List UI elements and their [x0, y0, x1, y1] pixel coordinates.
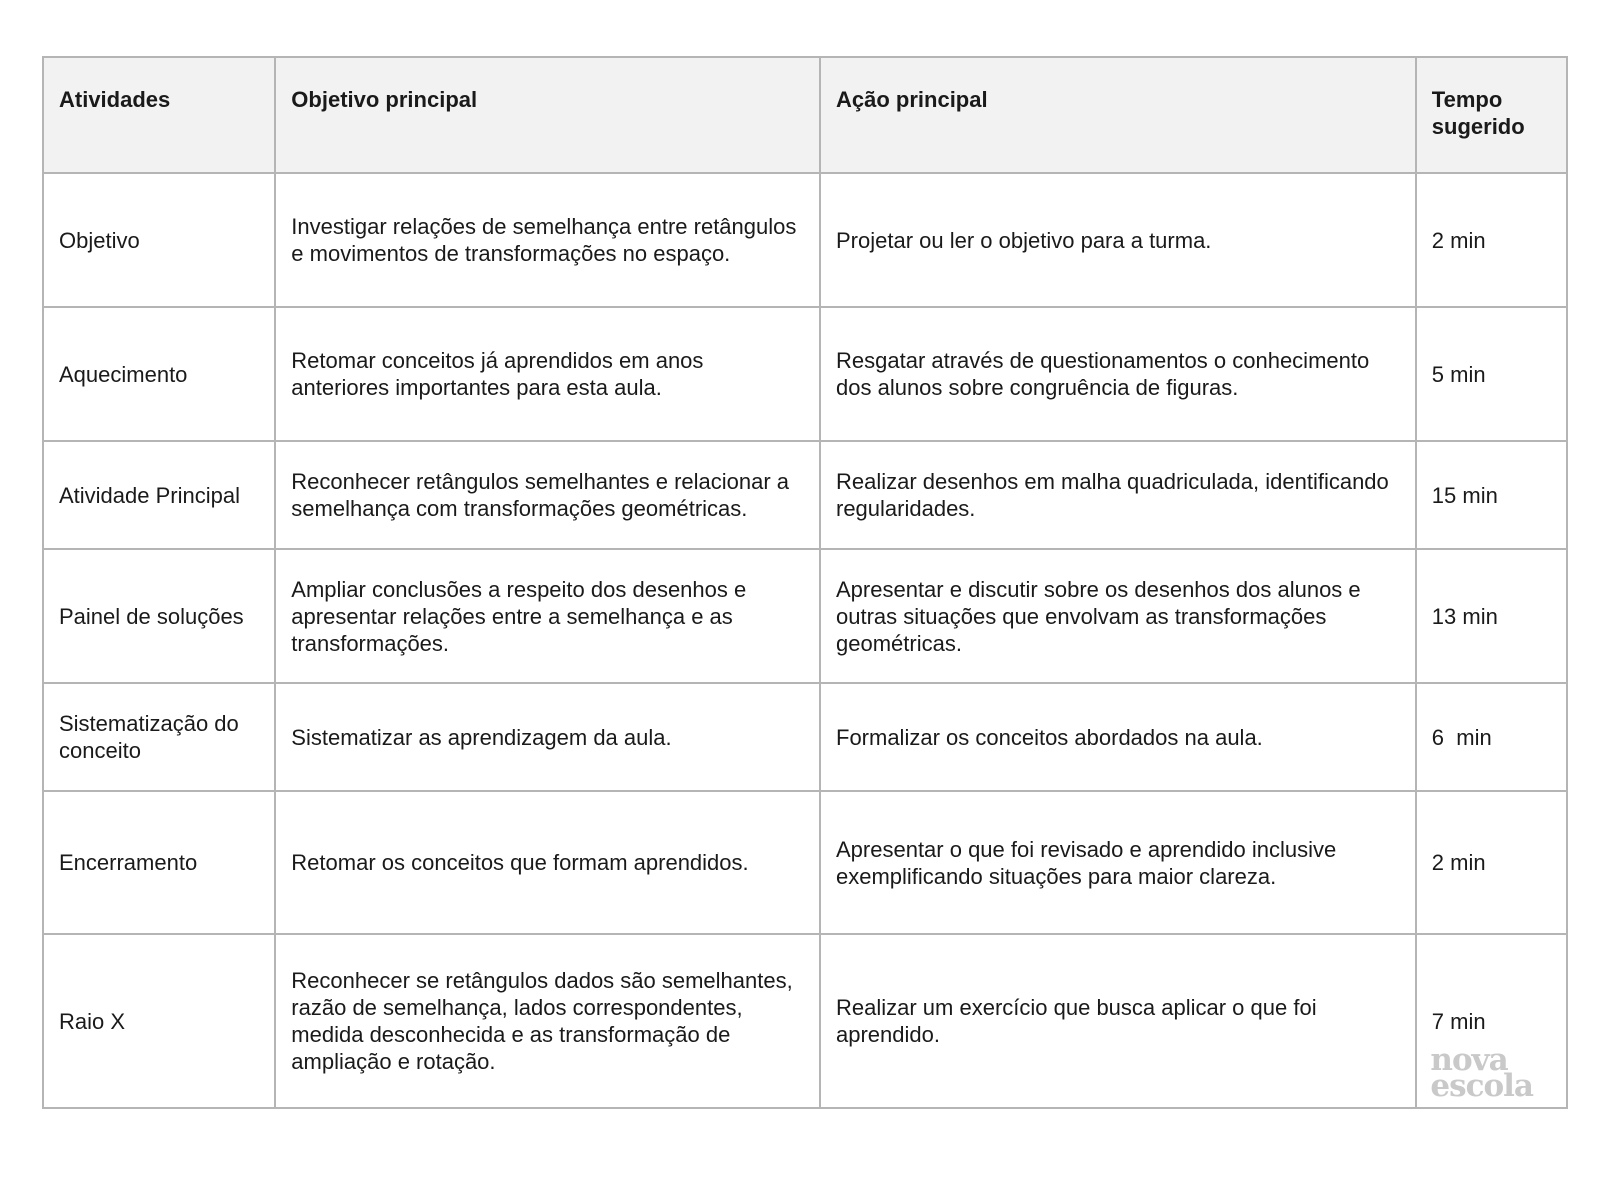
cell-tempo: 15 min — [1416, 441, 1567, 549]
table-row — [43, 307, 1567, 441]
cell-atividade: Sistematização do conceito — [43, 683, 275, 791]
cell-tempo: 5 min — [1416, 307, 1567, 441]
cell-acao: Projetar ou ler o objetivo para a turma. — [820, 173, 1416, 307]
cell-objetivo: Investigar relações de semelhança entre retângulos e movimentos de transformações no espaço. — [275, 173, 820, 307]
header-atividades: Atividades — [43, 57, 275, 173]
logo-line-1: nova — [1430, 1042, 1508, 1078]
table-row — [43, 441, 1567, 549]
table-row — [43, 791, 1567, 934]
cell-tempo: 7 min — [1431, 1008, 1486, 1034]
header-acao-principal: Ação principal — [820, 57, 1416, 173]
cell-acao: Formalizar os conceitos abordados na aula. — [820, 683, 1416, 791]
cell-acao: Realizar desenhos em malha quadriculada, identificando regularidades. — [820, 441, 1416, 549]
cell-tempo: 6 min — [1416, 683, 1567, 791]
cell-objetivo: Retomar os conceitos que formam aprendidos. — [275, 791, 820, 934]
table-row — [43, 173, 1567, 307]
cell-acao: Realizar um exercício que busca aplicar o que foi aprendido. — [820, 934, 1416, 1108]
cell-atividade: Painel de soluções — [43, 549, 275, 683]
cell-acao: Apresentar o que foi revisado e aprendido inclusive exemplificando situações para maior clareza. — [820, 791, 1416, 934]
lesson-plan-table — [42, 56, 1568, 1109]
cell-objetivo: Reconhecer retângulos semelhantes e relacionar a semelhança com transformações geométricas. — [275, 441, 820, 549]
table-header-row — [43, 57, 1567, 173]
cell-atividade: Atividade Principal — [43, 441, 275, 549]
cell-objetivo: Reconhecer se retângulos dados são semelhantes, razão de semelhança, lados correspondentes, medida desconhecida e as transformação de ampliação e rotação. — [275, 934, 820, 1108]
cell-atividade: Aquecimento — [43, 307, 275, 441]
cell-atividade: Encerramento — [43, 791, 275, 934]
header-objetivo-principal: Objetivo principal — [275, 57, 820, 173]
logo-line-2: escola — [1430, 1068, 1533, 1104]
table-row — [43, 549, 1567, 683]
nova-escola-logo — [1430, 1042, 1533, 1104]
cell-tempo: 2 min — [1416, 173, 1567, 307]
table-row — [43, 934, 1567, 1108]
cell-atividade: Raio X — [43, 934, 275, 1108]
cell-acao: Resgatar através de questionamentos o conhecimento dos alunos sobre congruência de figuras. — [820, 307, 1416, 441]
cell-objetivo: Sistematizar as aprendizagem da aula. — [275, 683, 820, 791]
cell-acao: Apresentar e discutir sobre os desenhos dos alunos e outras situações que envolvam as transformações geométricas. — [820, 549, 1416, 683]
table-row — [43, 683, 1567, 791]
cell-tempo: 13 min — [1416, 549, 1567, 683]
cell-objetivo: Ampliar conclusões a respeito dos desenhos e apresentar relações entre a semelhança e as transformações. — [275, 549, 820, 683]
cell-atividade: Objetivo — [43, 173, 275, 307]
cell-objetivo: Retomar conceitos já aprendidos em anos anteriores importantes para esta aula. — [275, 307, 820, 441]
cell-tempo-with-logo — [1416, 934, 1567, 1108]
header-tempo-sugerido: Tempo sugerido — [1416, 57, 1567, 173]
cell-tempo: 2 min — [1416, 791, 1567, 934]
